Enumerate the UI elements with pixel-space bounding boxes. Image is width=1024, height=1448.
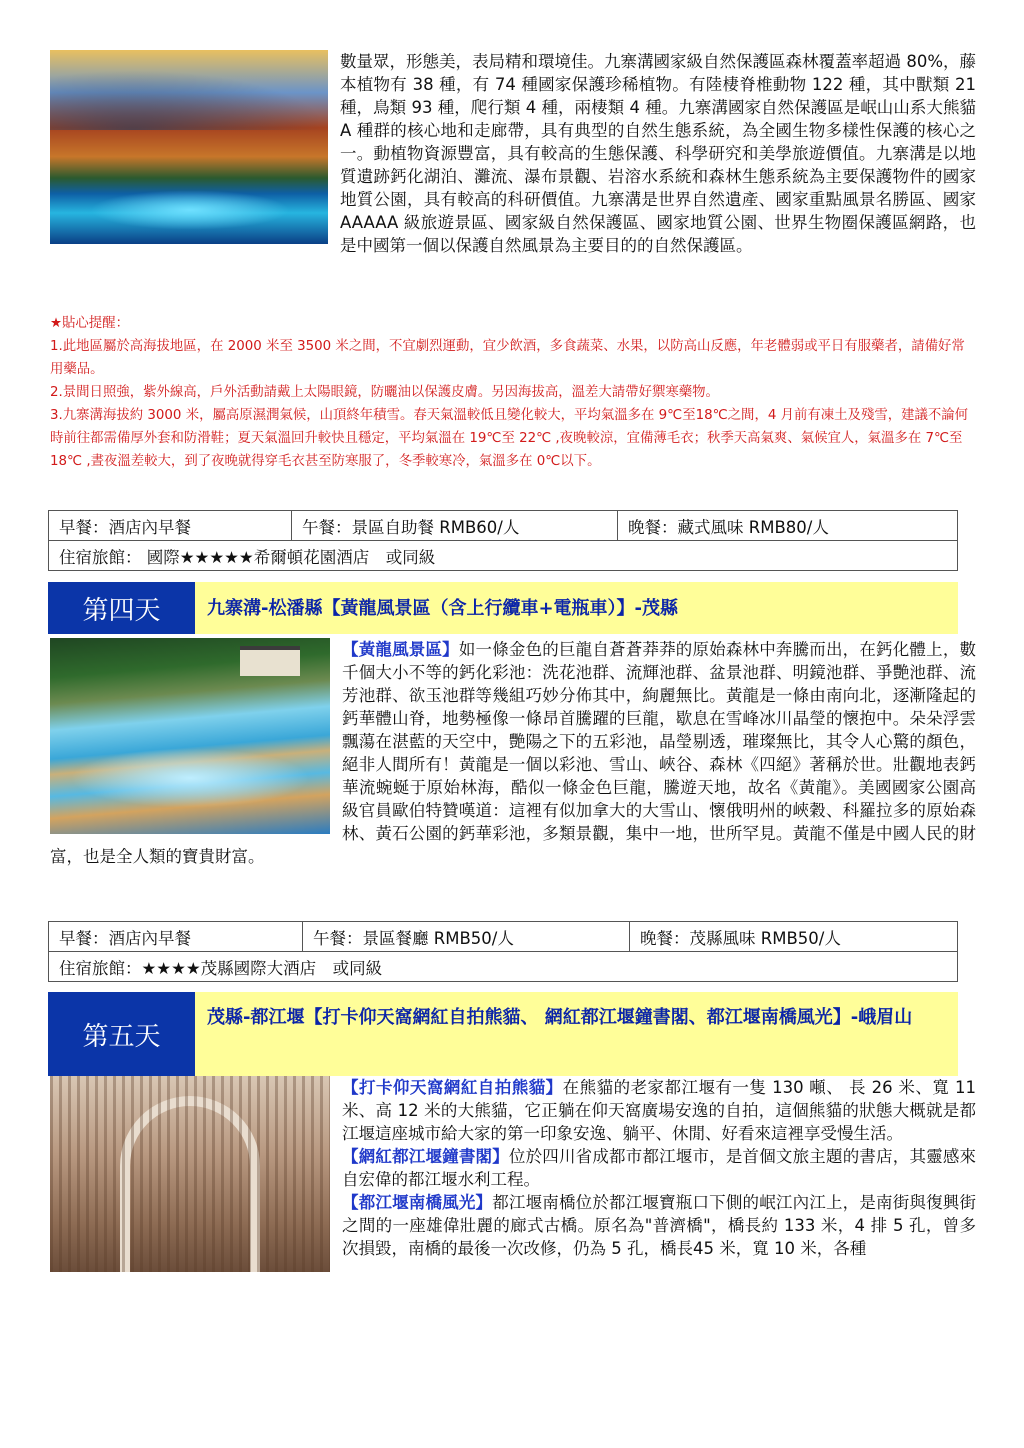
huanglong-text: 如一條金色的巨龍自蒼蒼莽莽的原始森林中奔騰而出，在鈣化體上，數千個大小不等的鈣化彩池：洗花池群、流輝池群、盆景池群、明鏡池群、爭艷池群、流芳池群、欲玉池群等幾組巧妙分佈其中，絢麗無比。黃龍是一條由南向北，逐漸隆起的鈣華體山脊，地勢極像一條昂首騰躍的巨龍，歇息在雪峰冰川晶瑩的懷抱中。朵朵浮雲飄蕩在湛藍的天空中，艷陽之下的五彩池，晶瑩剔透，璀璨無比，其令人心驚的顏色，絕非人間所有！黃龍是一個以彩池、雪山、峽谷、森林《四絕》著稱於世。壯觀地表鈣華流蜿蜒于原始林海，酷似一條金色巨龍，騰遊天地，故名《黃龍》。美國國家公園高級官員歐伯特贊嘆道：這裡有似加拿大的大雪山、懷俄明州的峽穀、科羅拉多的原始森林、黃石公園的鈣華彩池，多類景觀，集中一地，世所罕見。黃龍不僅是中國人民的財富，也是全人類的寶貴財富。 — [50, 640, 977, 866]
jiuzhaigou-photo — [50, 50, 328, 244]
bookstore-photo — [50, 1076, 330, 1272]
jiuzhaigou-text: 數量眾，形態美，表局精和環境佳。九寨溝國家級自然保護區森林覆蓋率超過 80%，藤本植物有 38 種，有 74 種國家保護珍稀植物。有陸棲脊椎動物 122 種，其中獸類 21 種，鳥類 93 種，爬行類 4 種，兩棲類 4 種。九寨溝國家自然保護區是岷山山系大熊貓 A 種群的核心地和走廊帶，具有典型的自然生態系統，為全國生物多樣性保護的核心之一。動植物資源豐富，具有較高的生態保護、科學研究和美學旅遊價值。九寨溝是以地質遺跡鈣化湖泊、灘流、瀑布景觀、岩溶水系統和森林生態系統為主要保護物件的國家地質公園，具有較高的科研價值。九寨溝是世界自然遺產、國家重點風景名勝區、國家 AAAAA 級旅遊景區、國家級自然保護區、國家地質公園、世界生物圈保護區網路，也是中國第一個以保護自然風景為主要目的的自然保護區。 — [340, 52, 976, 255]
travel-tips — [50, 312, 974, 473]
panda-keyword: 【打卡仰天窩網紅自拍熊貓】 — [342, 1078, 563, 1097]
tips-title: ★貼心提醒： — [50, 316, 129, 331]
meal-table-day4 — [48, 921, 958, 982]
south-bridge-text: 都江堰南橋位於都江堰寶瓶口下側的岷江內江上，是南街與復興街之間的一座雄偉壯麗的廊式古橋。原名為"普濟橋"，橋長約 133 米，4 排 5 孔，曾多次損毀，南橋的最後一次改修，仍為 5 孔，橋長45 米，寬 10 米，各種 — [342, 1193, 977, 1258]
south-bridge-keyword: 【都江堰南橋風光】 — [342, 1193, 493, 1212]
day5-label: 第五天 — [48, 992, 195, 1076]
bookstore-keyword: 【網紅都江堰鐘書閣】 — [342, 1147, 509, 1166]
panda-text: 在熊貓的老家都江堰有一隻 130 噸、 長 26 米、寬 11 米、高 12 米的大熊貓，它正躺在仰天窩廣場安逸的自拍，這個熊貓的狀態大概就是都江堰這座城市給大家的第一印象安逸、躺平、休閒、好看來這裡享受慢生活。 — [342, 1078, 976, 1143]
tip-item: 1.此地區屬於高海拔地區，在 2000 米至 3500 米之間，不宜劇烈運動，宜少飲酒，多食蔬菜、水果，以防高山反應，年老體弱或平日有服藥者，請備好常用藥品。 — [50, 339, 965, 377]
dinner-cell: 晚餐：藏式風味 RMB80/人 — [618, 511, 958, 541]
hotel-cell: 住宿旅館：★★★★茂縣國際大酒店 或同級 — [49, 952, 958, 982]
dinner-cell: 晚餐：茂縣風味 RMB50/人 — [630, 922, 958, 952]
meal-table-day3 — [48, 510, 958, 571]
hotel-cell: 住宿旅館： 國際★★★★★希爾頓花園酒店 或同級 — [49, 541, 958, 571]
huanglong-photo — [50, 638, 330, 834]
lunch-cell: 午餐：景區自助餐 RMB60/人 — [292, 511, 618, 541]
huanglong-keyword: 【黃龍風景區】 — [342, 640, 459, 659]
day4-title: 九寨溝-松潘縣【黃龍風景區（含上行纜車+電瓶車）】-茂縣 — [207, 598, 679, 619]
dujiangyan-description — [50, 1076, 976, 1276]
breakfast-cell: 早餐：酒店內早餐 — [49, 511, 292, 541]
lunch-cell: 午餐：景區餐廳 RMB50/人 — [303, 922, 630, 952]
jiuzhaigou-description — [50, 50, 976, 257]
day5-title: 茂縣-都江堰【打卡仰天窩網紅自拍熊貓、 網紅都江堰鐘書閣、都江堰南橋風光】-峨眉山 — [207, 1007, 913, 1028]
huanglong-description — [50, 638, 976, 868]
bookstore-text: 位於四川省成都市都江堰市，是首個文旅主題的書店，其靈感來自宏偉的都江堰水利工程。 — [342, 1147, 977, 1189]
breakfast-cell: 早餐：酒店內早餐 — [49, 922, 303, 952]
tip-item: 2.景間日照強，紫外線高，戶外活動請戴上太陽眼鏡，防曬油以保護皮膚。另因海拔高，溫差大請帶好禦寒藥物。 — [50, 385, 719, 400]
day4-header — [48, 582, 958, 634]
tip-item: 3.九寨溝海拔約 3000 米，屬高原濕潤氣候，山頂終年積雪。春天氣溫較低且變化較大，平均氣溫多在 9℃至18℃之間，4 月前有凍土及殘雪，建議不論何時前往都需備厚外套和防滑鞋；夏天氣溫回升較快且穩定，平均氣溫在 19℃至 22℃ ,夜晚較涼，宜備薄毛衣；秋季天高氣爽、氣候宜人，氣溫多在 7℃至18℃ ,晝夜溫差較大，到了夜晚就得穿毛衣甚至防寒服了，冬季較寒冷，氣溫多在 0℃以下。 — [50, 408, 969, 469]
day5-header — [48, 992, 958, 1076]
day4-label: 第四天 — [48, 582, 195, 634]
